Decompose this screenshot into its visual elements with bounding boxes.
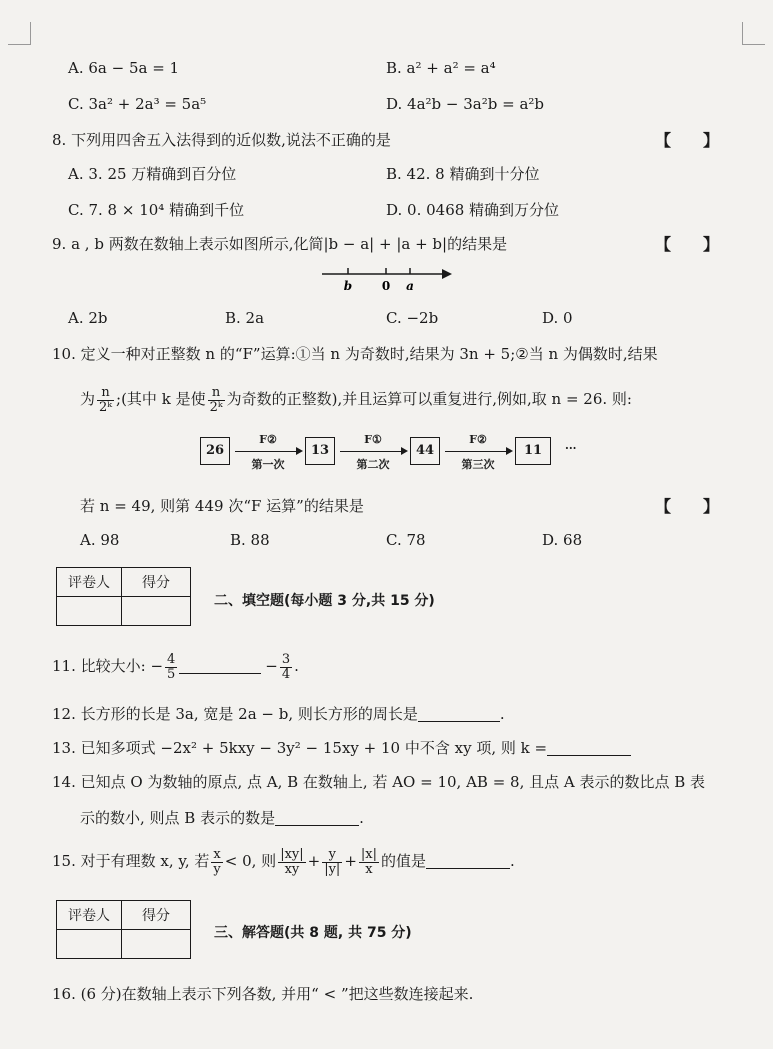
q9-option-d: D. 0 [542,309,573,327]
flow-box-2: 13 [305,437,335,465]
q9-stem: 9. a , b 两数在数轴上表示如图所示,化简|b − a| + |a + b|的结果是 [52,235,508,253]
q10-stem-line1: 10. 定义一种对正整数 n 的“F”运算:①当 n 为奇数时,结果为 3n + 5;②当 n 为偶数时,结果 [52,345,658,363]
q7-option-d: D. 4a²b − 3a²b = a²b [386,95,544,113]
axis-label-b: b [343,279,353,293]
fraction-n-over-2k [97,386,114,415]
flow-op-3: F② [469,433,487,446]
q14-text: 示的数小, 则点 B 表示的数是 [80,809,276,827]
q11-answer-blank[interactable] [179,659,261,674]
q12-answer-blank[interactable] [418,707,500,722]
q15-fraction-abs-xy-over-xy [278,848,305,877]
q11-pre: 11. 比较大小: − [52,657,164,675]
flow-op-1: F② [259,433,277,446]
q14-end: . [359,809,364,827]
q12-text: 12. 长方形的长是 3a, 宽是 2a − b, 则长方形的周长是 [52,705,418,723]
flow-ellipsis: ··· [565,442,577,455]
q15-answer-blank[interactable] [426,854,510,869]
frac-num: |x| [360,846,377,862]
frac-num: x [211,848,222,863]
q8-answer-bracket: 【 】 [655,131,720,150]
q11-fraction-1 [165,653,177,682]
crop-mark-top-right [742,22,765,45]
frac-den: |y| [324,861,341,877]
flow-arrow-1 [235,451,301,452]
q15-plus-2: + [344,852,357,870]
flow-step-1: 第一次 [251,458,285,471]
frac-num: n [208,386,225,401]
q14-answer-blank[interactable] [275,811,359,826]
crop-mark-top-left [8,22,31,45]
flow-box-4: 11 [515,437,551,465]
fraction-n-over-2k-repeat [208,386,225,415]
grader-label: 评卷人 [57,568,122,597]
q14-line1: 14. 已知点 O 为数轴的原点, 点 A, B 在数轴上, 若 AO = 10, AB = 8, 且点 A 表示的数比点 B 表 [52,773,706,791]
q10-question: 若 n = 49, 则第 449 次“F 运算”的结果是 [80,497,364,515]
q12-line [52,704,505,724]
q13-line [52,738,631,758]
axis-label-zero: 0 [381,279,391,293]
q13-text: 13. 已知多项式 −2x² + 5kxy − 3y² − 15xy + 10 中不含 xy 项, 则 k = [52,739,548,757]
q10-line2-post: 为奇数的正整数),并且运算可以重复进行,例如,取 n = 26. 则: [226,390,632,408]
grader-cell[interactable] [57,597,122,626]
q9-number-line [318,262,458,296]
q13-answer-blank[interactable] [547,741,631,756]
frac-num: y [322,848,342,863]
flow-box-3: 44 [410,437,440,465]
flow-box-1: 26 [200,437,230,465]
flow-step-2: 第二次 [356,458,390,471]
flow-op-2: F① [364,433,382,446]
q8-option-d: D. 0. 0468 精确到万分位 [386,201,560,219]
q10-option-b: B. 88 [230,531,270,549]
q10-option-a: A. 98 [80,531,120,549]
q11-minus: − [265,657,278,675]
q9-option-b: B. 2a [225,309,265,327]
q10-line2-mid: ;(其中 k 是使 [116,390,206,408]
q8-option-c: C. 7. 8 × 10⁴ 精确到千位 [68,201,245,219]
flow-arrow-2 [340,451,406,452]
frac-den: y [213,861,221,877]
flow-step-3: 第三次 [461,458,495,471]
frac-den: 2ᵏ [99,399,113,415]
q10-answer-bracket: 【 】 [655,497,720,516]
q15-pre: 15. 对于有理数 x, y, 若 [52,852,210,870]
q15-fraction-x-over-y [211,848,222,877]
q11-end: . [294,657,299,675]
q10-stem-line2 [80,384,632,415]
q16-line: 16. (6 分)在数轴上表示下列各数, 并用“ < ”把这些数连接起来. [52,985,474,1003]
q12-end: . [499,705,505,723]
q15-plus-1: + [307,852,321,870]
frac-den: xy [284,861,300,877]
q7-option-b: B. a² + a² = a⁴ [386,59,496,77]
frac-den: 2ᵏ [209,399,223,415]
section3-score-table [56,900,191,959]
q8-option-a: A. 3. 25 万精确到百分位 [68,165,237,183]
q7-option-c: C. 3a² + 2a³ = 5a⁵ [68,95,207,113]
q14-line2 [80,808,364,828]
section3-title: 三、解答题(共 8 题, 共 75 分) [214,925,412,941]
q9-answer-bracket: 【 】 [655,235,720,254]
q15-fraction-y-over-abs-y [322,848,342,877]
q11-line [52,650,299,682]
q15-fraction-abs-x-over-x [359,848,379,877]
score-cell[interactable] [122,930,191,959]
q8-option-b: B. 42. 8 精确到十分位 [386,165,540,183]
grader-cell[interactable] [57,930,122,959]
frac-den: 4 [281,666,291,682]
q7-option-a: A. 6a − 5a = 1 [68,59,180,77]
q15-end: . [510,852,515,870]
frac-num: 4 [167,651,176,667]
q10-option-c: C. 78 [386,531,426,549]
q10-option-d: D. 68 [542,531,583,549]
score-cell[interactable] [122,597,191,626]
q15-mid: < 0, 则 [224,852,277,870]
frac-num: 3 [281,651,291,667]
q9-option-a: A. 2b [68,309,108,327]
frac-den: 5 [167,666,176,682]
q15-post: 的值是 [380,852,426,870]
q8-stem: 8. 下列用四舍五入法得到的近似数,说法不正确的是 [52,131,391,149]
flow-arrow-3 [445,451,511,452]
q9-option-c: C. −2b [386,309,439,327]
section2-title: 二、填空题(每小题 3 分,共 15 分) [214,593,435,609]
q11-fraction-2 [280,653,292,682]
grader-label: 评卷人 [57,901,122,930]
frac-den: x [365,861,373,877]
q15-line [52,844,515,878]
score-label: 得分 [122,901,191,930]
section2-score-table [56,567,191,626]
frac-num: n [97,386,114,401]
score-label: 得分 [122,568,191,597]
frac-num: |xy| [280,846,304,862]
q10-line2-pre: 为 [80,390,96,408]
axis-label-a: a [406,279,414,293]
